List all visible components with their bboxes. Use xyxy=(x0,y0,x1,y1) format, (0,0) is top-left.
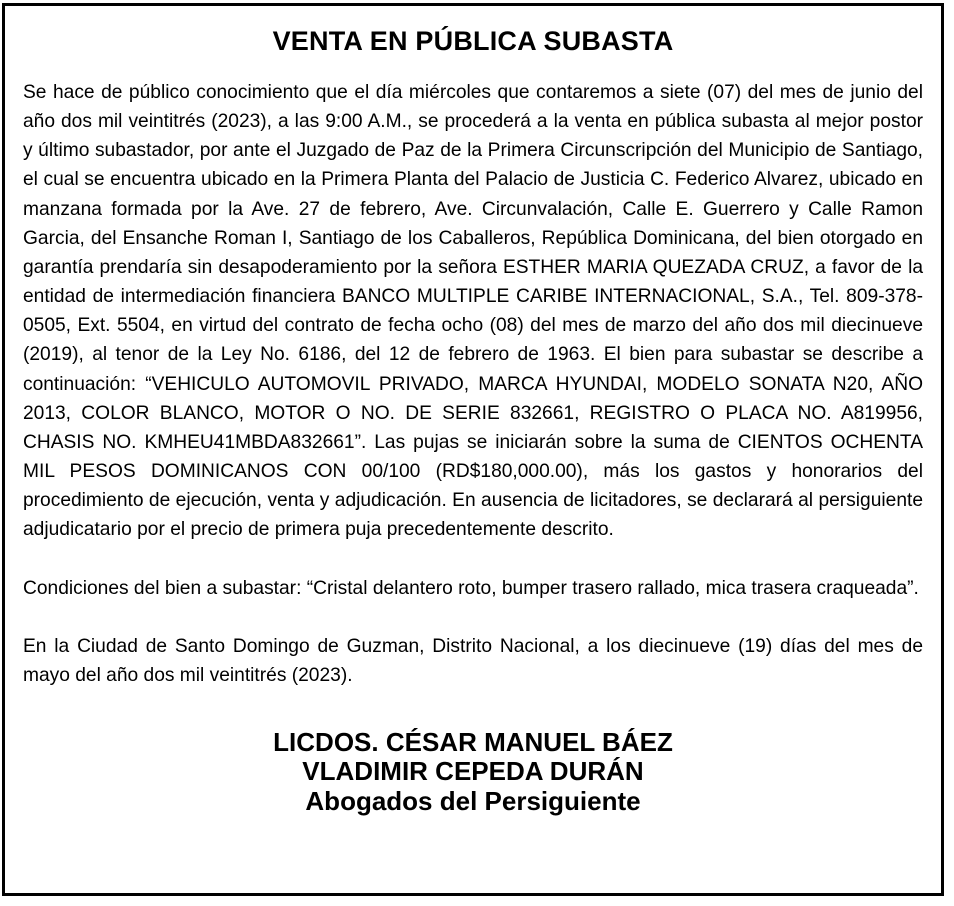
notice-title: VENTA EN PÚBLICA SUBASTA xyxy=(272,26,674,56)
signature-role: Abogados del Persiguiente xyxy=(305,785,641,816)
conditions-paragraph: Condiciones del bien a subastar: “Cristal delantero roto, bumper trasero rallado, mica trasera craqueada”. xyxy=(23,577,919,599)
signature-lawyer-2: VLADIMIR CEPEDA DURÁN xyxy=(302,756,644,787)
signature-lawyer-1: LICDOS. CÉSAR MANUEL BÁEZ xyxy=(273,726,673,757)
auction-notice xyxy=(2,3,944,896)
date-location-paragraph: En la Ciudad de Santo Domingo de Guzman, Distrito Nacional, a los diecinueve (19) días del mes de mayo del año dos mil veintitrés (2023). xyxy=(23,635,923,686)
signature-block xyxy=(23,728,923,817)
notice-body-paragraph: Se hace de público conocimiento que el día miércoles que contaremos a siete (07) del mes de junio del año dos mil veintitrés (2023), a las 9:00 A.M., se procederá a la venta en pública subasta al mejor postor y último subastador, por ante el Juzgado de Paz de la Primera Circunscripción del Municipio de Santiago, el cual se encuentra ubicado en la Primera Planta del Palacio de Justicia C. Federico Alvarez, ubicado en manzana formada por la Ave. 27 de febrero, Ave. Circunvalación, Calle E. Guerrero y Calle Ramon Garcia, del Ensanche Roman I, Santiago de los Caballeros, República Dominicana, del bien otorgado en garantía prendaría sin desapoderamiento por la señora ESTHER MARIA QUEZADA CRUZ, a favor de la entidad de intermediación financiera BANCO MULTIPLE CARIBE INTERNACIONAL, S.A., Tel. 809-378-0505, Ext. 5504, en virtud del contrato de fecha ocho (08) del mes de marzo del año dos mil diecinueve (2019), al tenor de la Ley No. 6186, del 12 de febrero de 1963. El bien para subastar se describe a continuación: “VEHICULO AUTOMOVIL PRIVADO, MARCA HYUNDAI, MODELO SONATA N20, AÑO 2013, COLOR BLANCO, MOTOR O NO. DE SERIE 832661, REGISTRO O PLACA NO. A819956, CHASIS NO. KMHEU41MBDA832661”. Las pujas se iniciarán sobre la suma de CIENTOS OCHENTA MIL PESOS DOMINICANOS CON 00/100 (RD$180,000.00), más los gastos y honorarios del procedimiento de ejecución, venta y adjudicación. En ausencia de licitadores, se declarará al persiguiente adjudicatario por el precio de primera puja precedentemente descrito. xyxy=(23,82,923,541)
